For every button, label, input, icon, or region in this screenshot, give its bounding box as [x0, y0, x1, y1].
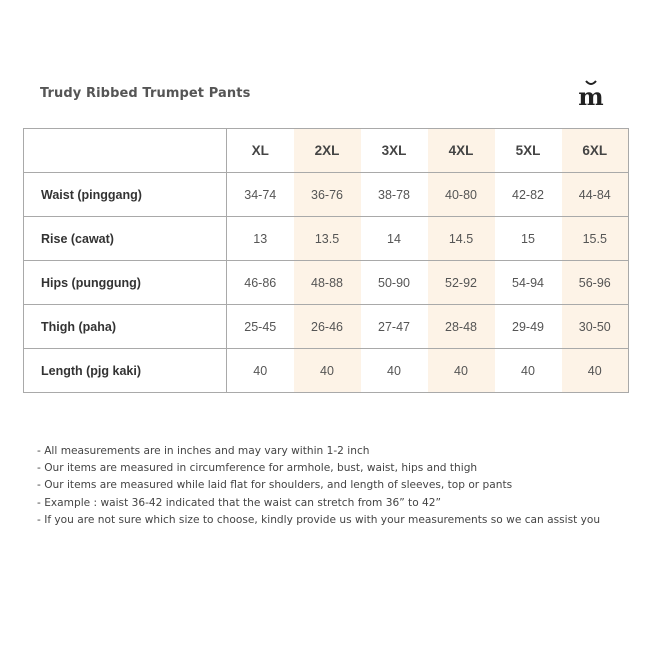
note-line: - Our items are measured while laid flat for shoulders, and length of sleeves, top or pants [37, 479, 513, 492]
table-cell: 40 [361, 349, 428, 393]
table-cell: 50-90 [361, 261, 428, 305]
table-row [24, 217, 629, 261]
table-row [24, 261, 629, 305]
table-cell: 40 [562, 349, 629, 393]
table-cell: 44-84 [562, 173, 629, 217]
table-row [24, 305, 629, 349]
note-line: - If you are not sure which size to choose, kindly provide us with your measurements so we can assist you [37, 513, 601, 526]
table-cell: 46-86 [227, 261, 294, 305]
table-cell: 28-48 [428, 305, 495, 349]
size-header: 6XL [562, 129, 629, 173]
table-cell: 34-74 [227, 173, 294, 217]
row-label: Thigh (paha) [24, 305, 227, 349]
header-row [24, 129, 629, 173]
note-line: - Example : waist 36-42 indicated that the waist can stretch from 36” to 42” [37, 496, 442, 509]
row-label: Hips (punggung) [24, 261, 227, 305]
size-header: 4XL [428, 129, 495, 173]
note-line: - Our items are measured in circumference for armhole, bust, waist, hips and thigh [37, 462, 478, 475]
table-cell: 56-96 [562, 261, 629, 305]
table-cell: 40 [294, 349, 361, 393]
table-cell: 14 [361, 217, 428, 261]
table-cell: 13.5 [294, 217, 361, 261]
table-cell: 30-50 [562, 305, 629, 349]
row-label: Length (pjg kaki) [24, 349, 227, 393]
table-cell: 42-82 [495, 173, 562, 217]
row-label: Waist (pinggang) [24, 173, 227, 217]
size-header: 2XL [294, 129, 361, 173]
table-cell: 15 [495, 217, 562, 261]
measurement-notes [37, 443, 637, 529]
table-cell: 54-94 [495, 261, 562, 305]
table-cell: 40 [428, 349, 495, 393]
table-cell: 26-46 [294, 305, 361, 349]
table-row [24, 173, 629, 217]
size-header: 5XL [495, 129, 562, 173]
table-cell: 52-92 [428, 261, 495, 305]
table-row [24, 349, 629, 393]
size-header: XL [227, 129, 294, 173]
table-cell: 29-49 [495, 305, 562, 349]
brand-logo [574, 78, 608, 108]
table-cell: 13 [227, 217, 294, 261]
table-cell: 40 [227, 349, 294, 393]
size-chart [23, 128, 627, 390]
table-cell: 36-76 [294, 173, 361, 217]
table-cell: 27-47 [361, 305, 428, 349]
table-cell: 14.5 [428, 217, 495, 261]
table-cell: 15.5 [562, 217, 629, 261]
note-line: - All measurements are in inches and may vary within 1-2 inch [37, 445, 370, 457]
row-label: Rise (cawat) [24, 217, 227, 261]
svg-text:m: m [578, 82, 604, 108]
size-header: 3XL [361, 129, 428, 173]
table-cell: 48-88 [294, 261, 361, 305]
table-cell: 25-45 [227, 305, 294, 349]
page-title: Trudy Ribbed Trumpet Pants [40, 86, 251, 101]
table-cell: 38-78 [361, 173, 428, 217]
table-cell: 40 [495, 349, 562, 393]
size-chart-table [23, 128, 629, 393]
header-corner [24, 129, 227, 173]
table-cell: 40-80 [428, 173, 495, 217]
